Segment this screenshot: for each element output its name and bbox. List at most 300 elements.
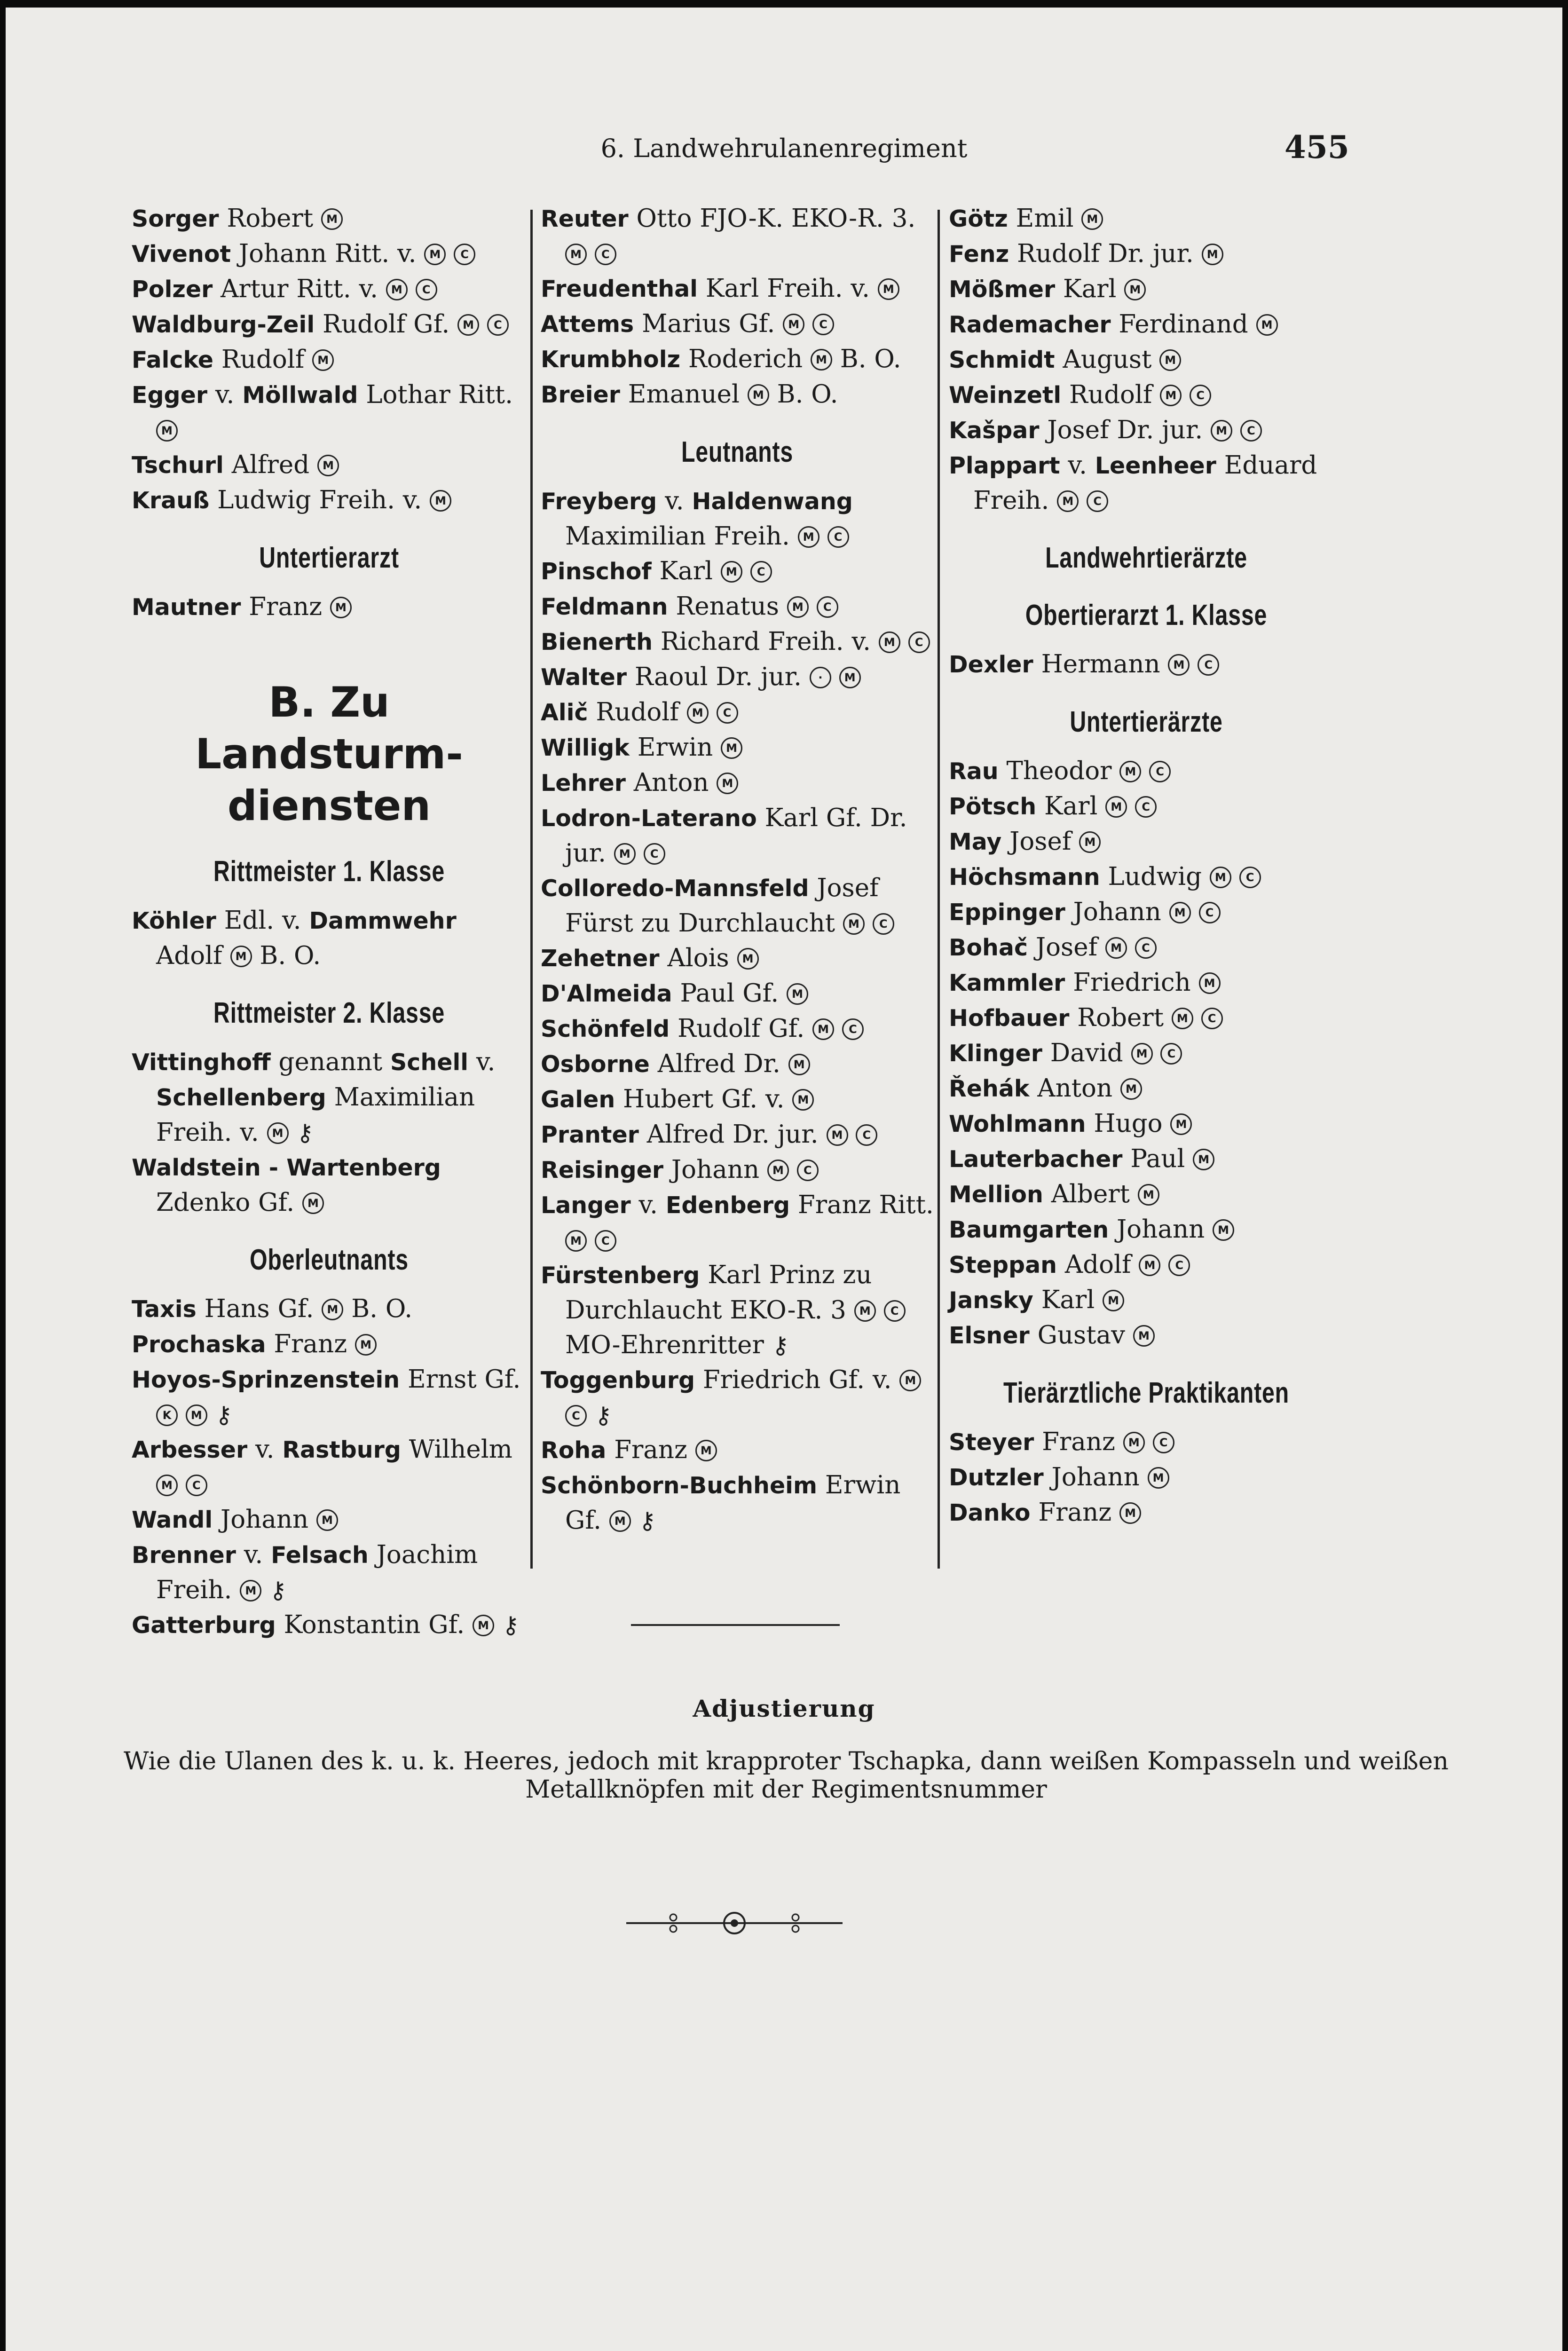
officer-list: [949, 1425, 1344, 1531]
given-name: Renatus: [668, 592, 787, 621]
given-name: Alfred Dr. jur.: [638, 1120, 827, 1149]
given-name: Alfred Dr.: [649, 1049, 788, 1078]
officer-entry: [949, 413, 1344, 448]
decoration-mark-icon: M: [322, 1299, 343, 1320]
officer-entry: [541, 1152, 934, 1188]
given-name: Karl: [1055, 275, 1125, 303]
decoration-mark-icon: M: [186, 1404, 207, 1426]
honor-text: B. O.: [840, 345, 901, 373]
officer-entry: [541, 1433, 934, 1468]
decoration-mark-icon: C: [454, 244, 475, 265]
surname: Sorger: [132, 205, 219, 232]
decoration-mark-icon: M: [267, 1122, 289, 1144]
surname: Lehrer: [541, 770, 626, 797]
given-name: Franz: [241, 592, 330, 621]
officer-entry: [541, 730, 934, 765]
surname: Köhler: [132, 907, 216, 934]
name-part: Franz Ritt.: [790, 1191, 934, 1219]
decoration-mark-icon: M: [687, 702, 709, 724]
decoration-mark-icon: M: [1211, 420, 1232, 442]
decoration-mark-icon: M: [1160, 385, 1182, 406]
officer-entry: [541, 871, 934, 941]
decoration-mark-icon: M: [767, 1160, 789, 1181]
surname: Dutzler: [949, 1464, 1044, 1491]
decoration-mark-icon: M: [424, 244, 446, 265]
decoration-mark-icon: M: [330, 597, 352, 618]
decoration-mark-icon: M: [1168, 654, 1190, 676]
given-name: Rudolf Gf.: [315, 310, 458, 339]
section-divider: [631, 1624, 840, 1626]
rank-heading: Leutnants: [681, 436, 794, 468]
given-name: Albert: [1043, 1180, 1138, 1208]
decoration-mark-icon: M: [1131, 1043, 1153, 1065]
officer-entry: [132, 1292, 527, 1327]
surname: Wohlmann: [949, 1111, 1086, 1137]
chamberlain-key-icon: ⚷: [215, 1401, 233, 1428]
decoration-mark-icon: M: [839, 667, 861, 688]
chamberlain-key-icon: ⚷: [296, 1119, 314, 1146]
given-name: v.: [247, 1435, 283, 1464]
decoration-mark-icon: M: [1169, 902, 1191, 923]
given-name: David: [1042, 1039, 1131, 1067]
decoration-mark-icon: C: [1240, 420, 1262, 442]
given-name: Roderich: [680, 345, 811, 373]
decoration-mark-icon: M: [878, 278, 899, 300]
officer-entry: [132, 378, 527, 448]
section-heading-line: diensten: [227, 781, 431, 830]
surname: Attems: [541, 311, 634, 338]
surname: Fürstenberg: [541, 1262, 700, 1289]
rank-heading: Rittmeister 1. Klasse: [213, 855, 445, 888]
officer-entry: [541, 342, 934, 377]
decoration-mark-icon: C: [565, 1405, 587, 1427]
surname: Höchsmann: [949, 864, 1100, 891]
decoration-mark-icon: M: [788, 1054, 810, 1075]
surname: Eppinger: [949, 899, 1065, 926]
given-name: August: [1055, 345, 1160, 374]
decoration-mark-icon: M: [1202, 244, 1223, 265]
officer-entry: [541, 589, 934, 624]
name-part: Lothar Ritt.: [358, 380, 513, 409]
surname: Jansky: [949, 1287, 1033, 1314]
surname: Alič: [541, 699, 588, 726]
officer-entry: [541, 201, 934, 271]
officer-entry: [541, 307, 934, 342]
surname: Gatterburg: [132, 1612, 276, 1639]
officer-entry: [949, 789, 1344, 824]
decoration-mark-icon: C: [817, 596, 838, 618]
given-name: Marius Gf.: [634, 309, 783, 338]
decoration-mark-icon: M: [1119, 761, 1141, 782]
decoration-mark-icon: M: [899, 1370, 921, 1391]
officer-entry: [949, 1212, 1344, 1247]
given-name: Konstantin Gf.: [276, 1610, 473, 1639]
surname: May: [949, 828, 1002, 855]
officer-list: [132, 201, 527, 518]
given-name: Robert: [1069, 1003, 1172, 1032]
name-part: Adolf: [156, 941, 230, 970]
decoration-mark-icon: M: [1124, 279, 1146, 300]
given-name: Otto FJO-K. EKO-R. 3.: [628, 204, 916, 233]
decoration-mark-icon: M: [430, 490, 451, 512]
decoration-mark-icon: C: [1087, 490, 1108, 512]
rank-heading: Tierärztliche Praktikanten: [1003, 1377, 1290, 1409]
given-name: v.: [630, 1191, 666, 1219]
officer-entry: [949, 895, 1344, 930]
name-part: Joachim Freih.: [156, 1540, 478, 1604]
officer-entry: [949, 342, 1344, 378]
officer-entry: [541, 554, 934, 589]
ornament-divider: [626, 1904, 843, 1942]
officer-entry: [541, 765, 934, 801]
surname: Götz: [949, 205, 1008, 232]
surname: Mautner: [132, 594, 241, 621]
surname: Waldstein - Wartenberg: [132, 1154, 441, 1181]
surname: Steyer: [949, 1429, 1034, 1456]
decoration-mark-icon: C: [717, 702, 738, 724]
decoration-mark-icon: M: [1105, 937, 1127, 959]
given-name: Karl Prinz zu Durchlaucht EKO-R. 3: [565, 1261, 872, 1325]
officer-entry: [541, 1188, 934, 1258]
officer-entry: [949, 647, 1344, 682]
rank-heading: Obertierarzt 1. Klasse: [1025, 599, 1268, 631]
officer-entry: [541, 624, 934, 660]
decoration-mark-icon: C: [856, 1124, 877, 1146]
decoration-mark-icon: C: [827, 526, 849, 548]
decoration-mark-icon: C: [1239, 867, 1261, 888]
officer-entry: [132, 448, 527, 483]
decoration-mark-icon: M: [614, 843, 636, 865]
decoration-mark-icon: M: [843, 913, 865, 935]
surname: Tschurl: [132, 452, 224, 479]
chamberlain-key-icon: ⚷: [594, 1402, 612, 1429]
chamberlain-key-icon: ⚷: [638, 1507, 656, 1534]
officer-entry: [949, 378, 1344, 413]
officer-list: [949, 754, 1344, 1353]
decoration-mark-icon: M: [717, 773, 738, 794]
officer-entry: [132, 201, 527, 237]
surname: Danko: [949, 1499, 1031, 1526]
surname: Baumgarten: [949, 1216, 1109, 1243]
surname: Dexler: [949, 651, 1033, 678]
officer-list: [949, 201, 1344, 518]
section-heading: [132, 677, 527, 832]
decoration-mark-icon: C: [797, 1160, 819, 1181]
surname: Rademacher: [949, 311, 1111, 338]
honor-text: B. O.: [351, 1294, 413, 1323]
surname-part: Schell: [390, 1049, 469, 1076]
surname-part: Rastburg: [282, 1436, 401, 1463]
given-name: Hans Gf.: [196, 1294, 322, 1323]
decoration-mark-icon: M: [1139, 1254, 1160, 1276]
surname-part: Leenheer: [1095, 452, 1216, 479]
given-name: Paul Gf.: [672, 979, 787, 1008]
officer-entry: [949, 1071, 1344, 1106]
officer-entry: [949, 824, 1344, 860]
surname: Freudenthal: [541, 276, 698, 302]
surname: Langer: [541, 1192, 631, 1219]
given-name: Franz: [266, 1330, 355, 1358]
given-name: Ferdinand: [1111, 310, 1256, 339]
given-name: Robert: [219, 204, 322, 233]
given-name: Anton: [625, 768, 717, 797]
given-name: Alfred: [223, 450, 318, 479]
surname-part: Felsach: [271, 1542, 369, 1569]
given-name: Emanuel: [620, 380, 748, 409]
surname: Klinger: [949, 1040, 1042, 1067]
decoration-mark-icon: M: [1057, 490, 1079, 512]
surname: Osborne: [541, 1051, 650, 1078]
officer-entry: [541, 976, 934, 1011]
officer-entry: [541, 377, 934, 412]
column-rule: [938, 210, 940, 1569]
surname: Lauterbacher: [949, 1146, 1123, 1173]
given-name: Artur Ritt. v.: [213, 275, 386, 303]
officer-entry: [949, 1283, 1344, 1318]
given-name: Emil: [1008, 204, 1082, 233]
given-name: Erwin Gf.: [565, 1471, 901, 1535]
decoration-mark-icon: C: [1199, 902, 1221, 923]
given-name: Erwin: [629, 733, 721, 762]
officer-entry: [949, 1247, 1344, 1283]
decoration-mark-icon: C: [186, 1475, 207, 1496]
given-name: Ludwig: [1100, 862, 1210, 891]
given-name: Josef: [1001, 827, 1079, 856]
decoration-mark-icon: M: [1120, 1078, 1142, 1100]
officer-entry: [132, 1502, 527, 1538]
rank-heading: Rittmeister 2. Klasse: [213, 997, 445, 1029]
officer-entry: [541, 1258, 934, 1363]
decoration-mark-icon: K: [156, 1404, 178, 1426]
given-name: Adolf: [1057, 1250, 1139, 1279]
name-part: Wilhelm: [401, 1435, 512, 1464]
decoration-mark-icon: C: [644, 843, 665, 865]
surname: Colloredo-Mannsfeld: [541, 875, 809, 902]
given-name: Rudolf: [1061, 380, 1160, 409]
decoration-mark-icon: M: [1081, 208, 1103, 230]
decoration-mark-icon: M: [783, 314, 804, 335]
decoration-mark-icon: C: [1135, 796, 1157, 818]
surname: Zehetner: [541, 945, 660, 972]
given-name: Richard Freih. v.: [652, 627, 879, 656]
given-name: Franz: [1030, 1498, 1120, 1527]
officer-entry: [949, 1001, 1344, 1036]
decoration-mark-icon: C: [884, 1300, 906, 1322]
decoration-mark-icon: M: [316, 1509, 338, 1531]
given-name: Alois: [659, 944, 737, 972]
given-name: Johann: [663, 1155, 767, 1184]
decoration-mark-icon: M: [798, 526, 819, 548]
document-page: [6, 8, 1562, 2351]
decoration-mark-icon: M: [321, 208, 343, 230]
surname: Prochaska: [132, 1331, 266, 1358]
decoration-mark-icon: M: [1079, 831, 1101, 853]
officer-entry: [132, 1432, 527, 1502]
officer-entry: [132, 342, 527, 378]
page-number: 455: [1284, 129, 1349, 166]
given-name: v.: [1060, 451, 1095, 480]
decoration-mark-icon: M: [302, 1192, 324, 1214]
decoration-mark-icon: C: [1153, 1432, 1174, 1453]
surname-part: Haldenwang: [692, 488, 853, 515]
surname: Pranter: [541, 1121, 639, 1148]
decoration-mark-icon: C: [1190, 385, 1211, 406]
surname: Reisinger: [541, 1157, 664, 1183]
decoration-mark-icon: ·: [810, 667, 831, 688]
decoration-mark-icon: M: [811, 349, 832, 371]
surname: Taxis: [132, 1296, 197, 1323]
section-heading: Landwehrtierärzte: [1045, 542, 1247, 574]
officer-entry: [541, 271, 934, 307]
officer-list: [541, 201, 934, 412]
given-name: Johann: [1109, 1215, 1213, 1244]
decoration-mark-icon: M: [230, 946, 252, 967]
surname: Bohač: [949, 934, 1028, 961]
decoration-mark-icon: M: [1105, 796, 1127, 818]
decoration-mark-icon: M: [1193, 1149, 1214, 1170]
decoration-mark-icon: M: [1103, 1290, 1124, 1311]
given-name: Johann: [1043, 1463, 1148, 1491]
chamberlain-key-icon: ⚷: [502, 1611, 520, 1639]
officer-entry: [949, 448, 1344, 518]
surname: Vittinghoff: [132, 1049, 271, 1076]
decoration-mark-icon: C: [416, 279, 437, 300]
surname: Kammler: [949, 970, 1065, 996]
officer-entry: [132, 1362, 527, 1432]
decoration-mark-icon: C: [595, 244, 616, 265]
officer-entry: [541, 801, 934, 871]
decoration-mark-icon: M: [457, 314, 479, 336]
rank-heading: Untertierarzt: [259, 542, 399, 574]
surname: Egger: [132, 382, 208, 409]
officer-entry: [949, 1495, 1344, 1531]
officer-list: [541, 484, 934, 1538]
given-name: Ludwig Freih. v.: [209, 486, 430, 514]
officer-entry: [132, 903, 527, 973]
name-part: Eduard Freih.: [973, 451, 1317, 515]
given-name: Friedrich Gf. v.: [695, 1365, 900, 1394]
officer-entry: [949, 1036, 1344, 1071]
officer-list: [132, 590, 527, 625]
honor-text: B. O.: [260, 941, 321, 970]
officer-list: [949, 647, 1344, 682]
given-name: Franz: [1034, 1428, 1123, 1456]
given-name: Karl Freih. v.: [697, 274, 878, 303]
given-name: Josef Fürst zu Durchlaucht: [565, 874, 879, 938]
decoration-mark-icon: M: [1148, 1467, 1169, 1489]
decoration-mark-icon: M: [879, 631, 900, 653]
decoration-mark-icon: M: [1170, 1113, 1192, 1135]
given-name: Johann Ritt. v.: [231, 239, 425, 268]
decoration-mark-icon: C: [750, 561, 772, 583]
officer-entry: [949, 237, 1344, 272]
given-name: Rudolf Gf.: [670, 1014, 813, 1043]
honor-text: MO-Ehrenritter: [565, 1331, 772, 1359]
surname-part: Möllwald: [242, 382, 358, 409]
given-name: Johann: [1065, 898, 1169, 926]
surname: Reuter: [541, 205, 629, 232]
decoration-mark-icon: M: [1256, 314, 1278, 336]
decoration-mark-icon: C: [1149, 761, 1171, 782]
surname: Elsner: [949, 1322, 1030, 1349]
honor-text: B. O.: [777, 380, 838, 409]
rank-heading: Untertierärzte: [1070, 706, 1223, 738]
surname: Pötsch: [949, 793, 1037, 820]
officer-entry: [541, 484, 934, 554]
surname: Breier: [541, 381, 620, 408]
decoration-mark-icon: M: [792, 1089, 814, 1111]
given-name: Hubert Gf. v.: [615, 1085, 793, 1113]
decoration-mark-icon: M: [1138, 1184, 1159, 1206]
decoration-mark-icon: M: [854, 1300, 876, 1322]
given-name: Friedrich: [1065, 968, 1199, 997]
decoration-mark-icon: C: [595, 1230, 616, 1252]
decoration-mark-icon: M: [1123, 1432, 1145, 1453]
officer-entry: [541, 1047, 934, 1082]
column-1: [132, 201, 527, 1643]
decoration-mark-icon: M: [355, 1334, 377, 1356]
officer-entry: [949, 272, 1344, 307]
surname: Schmidt: [949, 347, 1055, 373]
decoration-mark-icon: C: [1135, 937, 1157, 959]
decoration-mark-icon: C: [873, 913, 894, 935]
surname: Schönborn-Buchheim: [541, 1472, 818, 1499]
running-title: 6. Landwehrulanenregiment: [600, 134, 968, 163]
surname: Krumbholz: [541, 346, 681, 373]
given-name: v.: [236, 1540, 271, 1569]
officer-entry: [541, 695, 934, 730]
officer-entry: [132, 1150, 527, 1220]
section-heading-line: B. Zu Landsturm-: [195, 678, 463, 778]
decoration-mark-icon: M: [565, 1230, 587, 1252]
officer-entry: [541, 1117, 934, 1152]
officer-entry: [949, 930, 1344, 965]
officer-entry: [132, 272, 527, 307]
officer-entry: [541, 1468, 934, 1538]
decoration-mark-icon: M: [1210, 867, 1231, 888]
decoration-mark-icon: C: [1198, 654, 1219, 676]
surname: Bienerth: [541, 629, 653, 655]
surname: Willigk: [541, 734, 630, 761]
given-name: Raoul Dr. jur.: [626, 663, 810, 691]
surname: Hofbauer: [949, 1005, 1070, 1032]
surname: Pinschof: [541, 558, 652, 585]
decoration-mark-icon: M: [565, 244, 587, 265]
officer-list: [132, 1045, 527, 1220]
decoration-mark-icon: M: [312, 349, 334, 371]
given-name: Josef Dr. jur.: [1039, 416, 1211, 444]
decoration-mark-icon: M: [787, 596, 809, 618]
decoration-mark-icon: M: [721, 561, 742, 583]
surname: Roha: [541, 1437, 607, 1464]
decoration-mark-icon: M: [787, 983, 808, 1005]
given-name: Rudolf Dr. jur.: [1009, 239, 1202, 268]
officer-entry: [541, 941, 934, 976]
surname: Hoyos-Sprinzenstein: [132, 1366, 400, 1393]
decoration-mark-icon: M: [386, 279, 408, 300]
surname: Mellion: [949, 1181, 1043, 1208]
decoration-mark-icon: M: [695, 1440, 717, 1461]
officer-list: [132, 1292, 527, 1643]
given-name: Karl: [1033, 1286, 1103, 1314]
surname: Steppan: [949, 1252, 1057, 1278]
officer-entry: [949, 1460, 1344, 1495]
officer-entry: [949, 754, 1344, 789]
decoration-mark-icon: C: [842, 1018, 864, 1040]
officer-entry: [949, 1142, 1344, 1177]
surname: Řehák: [949, 1075, 1030, 1102]
decoration-mark-icon: M: [1133, 1325, 1155, 1347]
